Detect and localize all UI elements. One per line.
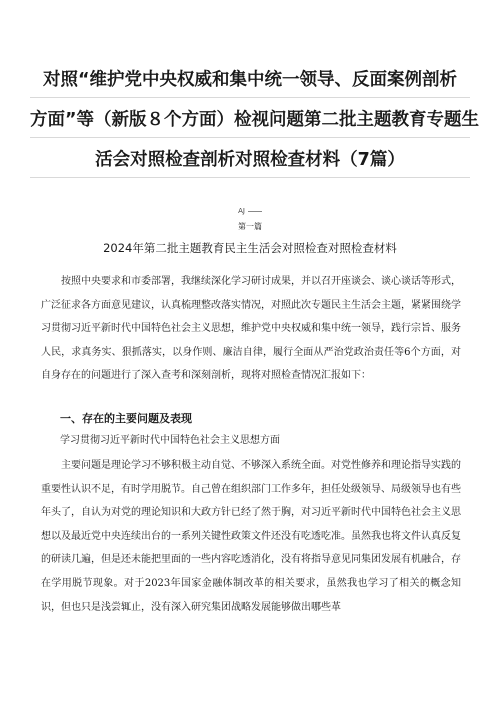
title-rule-1 [30, 97, 470, 98]
intro-paragraph: 按照中央要求和市委部署，我继续深化学习研讨成果，并以召开座谈会、谈心谈话等形式，广泛征求各方面意见建议，认真梳理整改落实情况，对照此次专题民主生活会主题，紧紧围绕学习贯彻习近平新时代中国特色社会主义思想，维护党中央权威和集中统一领导，践行宗旨、服务人民，求真务实、狠抓落实，以身作则、廉洁自律，履行全面从严治党政治责任等6个方面，对自身存在的问题进行了深入查考和深刻剖析，现将对照检查情况汇报如下： [41, 276, 461, 382]
divider-mark-text: AJ [238, 207, 245, 215]
document-title-line-3: 活会对照检查剖析对照检查材料（7篇） [95, 150, 405, 170]
divider-mark [0, 208, 500, 215]
body-paragraph: 主要问题是理论学习不够积极主动自觉、不够深入系统全面。对党性修养和理论指导实践的重要性认识不足，有时学用脱节。自己曾在组织部门工作多年，担任处级领导、局级领导也有些年头了，自认为对党的理论知识和大政方针已经了然于胸，对习近平新时代中国特色社会主义思想以及最近党中央连续出台的一系列关键性政策文件还没有吃透吃准。虽然我也将文件认真反复的研读几遍，但是还未能把里面的一些内容吃透消化，没有将指导意见同集团发展有机融合，存在学用脱节现象。对于2023年国家金融体制改革的相关要求，虽然我也学习了相关的概念知识，但也只是浅尝辄止，没有深入研究集团战略发展能够做出哪些革 [41, 460, 461, 613]
heading-main-problems: 一、存在的主要问题及表现 [60, 412, 192, 425]
document-title-line-2: 方面”等（新版８个方面）检视问题第二批主题教育专题生 [30, 110, 479, 130]
piece-label: 第一篇 [238, 222, 262, 231]
title-rule-2 [30, 137, 470, 138]
subtitle: 2024年第二批主题教育民主生活会对照检查对照检查材料 [103, 241, 397, 255]
document-title-line-1: 对照“维护党中央权威和集中统一领导、反面案例剖析 [43, 70, 457, 90]
divider-mark-line [248, 211, 262, 212]
section-heading-theory-study: 学习贯彻习近平新时代中国特色社会主义思想方面 [60, 435, 280, 446]
title-rule-3 [30, 177, 470, 178]
